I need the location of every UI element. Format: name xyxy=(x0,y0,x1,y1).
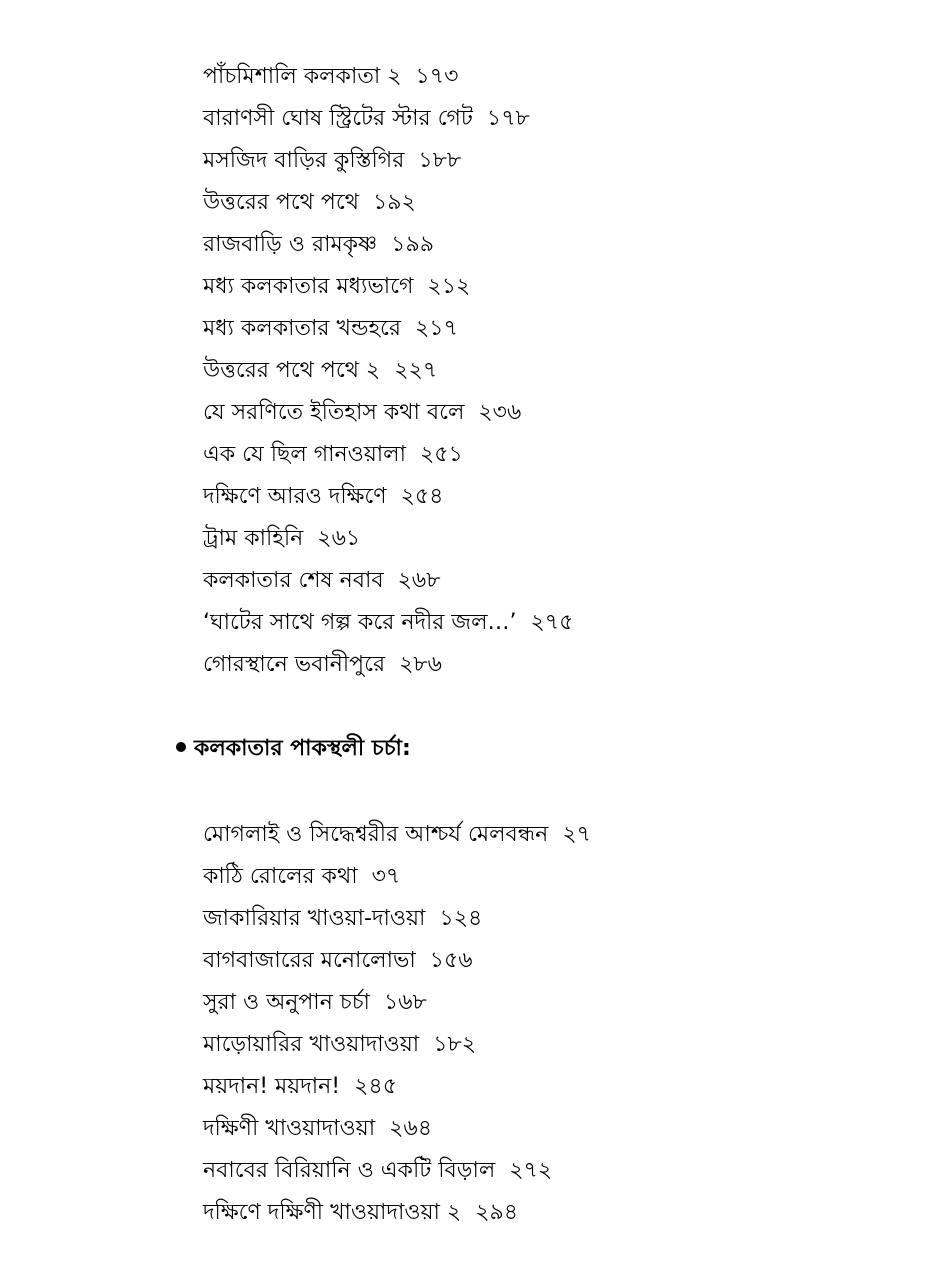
toc-entry xyxy=(203,898,591,940)
toc-list-part-2 xyxy=(203,814,591,1234)
toc-entry xyxy=(203,644,573,686)
entry-title: মাড়োয়ারির খাওয়াদাওয়া xyxy=(203,1032,420,1057)
entry-page-number: ২৩৬ xyxy=(478,400,522,425)
entry-page-number: ১৭৮ xyxy=(486,106,530,131)
entry-page-number: ২১২ xyxy=(427,274,471,299)
toc-list-part-1 xyxy=(203,56,573,686)
entry-page-number: ১৯২ xyxy=(372,190,416,215)
entry-page-number: ২১৭ xyxy=(414,316,458,341)
entry-title: জাকারিয়ার খাওয়া-দাওয়া xyxy=(203,906,426,931)
entry-title: উত্তরের পথে পথে ২ xyxy=(203,358,381,383)
toc-entry xyxy=(203,518,573,560)
entry-page-number: ৩৭ xyxy=(371,864,401,889)
entry-page-number: ১৮৮ xyxy=(418,148,462,173)
entry-page-number: ২৮৬ xyxy=(399,652,442,677)
entry-title: ‘ঘাটের সাথে গল্প করে নদীর জল…’ xyxy=(203,610,517,635)
toc-entry xyxy=(203,560,573,602)
toc-entry xyxy=(203,98,573,140)
entry-title: এক যে ছিল গানওয়ালা xyxy=(203,442,406,467)
toc-entry xyxy=(203,940,591,982)
toc-entry xyxy=(203,856,591,898)
entry-page-number: ১৬৮ xyxy=(383,990,427,1015)
entry-title: গোরস্থানে ভবানীপুরে xyxy=(203,652,386,677)
entry-title: কলকাতার শেষ নবাব xyxy=(203,568,384,593)
entry-title: উত্তরের পথে পথে xyxy=(203,190,359,215)
entry-page-number: ১২৪ xyxy=(439,906,483,931)
entry-title: দক্ষিণে দক্ষিণী খাওয়াদাওয়া ২ xyxy=(203,1200,462,1225)
toc-entry xyxy=(203,1024,591,1066)
toc-entry xyxy=(203,1192,591,1234)
toc-entry xyxy=(203,814,591,856)
toc-entry xyxy=(203,1150,591,1192)
entry-title: ময়দান! ময়দান! xyxy=(203,1074,341,1099)
entry-title: মসজিদ বাড়ির কুস্তিগির xyxy=(203,148,405,173)
entry-page-number: ২৬৮ xyxy=(397,568,441,593)
entry-page-number: ১৭৩ xyxy=(415,64,459,89)
entry-page-number: ২৯৪ xyxy=(475,1200,519,1225)
toc-entry xyxy=(203,476,573,518)
toc-entry xyxy=(203,350,573,392)
entry-page-number: ২৬৪ xyxy=(389,1116,432,1141)
bullet-icon xyxy=(176,742,186,752)
entry-page-number: ২২৭ xyxy=(394,358,438,383)
entry-title: কাঠি রোলের কথা xyxy=(203,864,358,889)
entry-page-number: ১৫৬ xyxy=(429,948,473,973)
entry-page-number: ২৬১ xyxy=(317,526,361,551)
entry-title: রাজবাড়ি ও রামকৃষ্ণ xyxy=(203,232,378,257)
toc-entry xyxy=(203,392,573,434)
entry-title: সুরা ও অনুপান চর্চা xyxy=(203,990,370,1015)
entry-page-number: ২৫১ xyxy=(419,442,463,467)
section-heading-text: কলকাতার পাকস্থলী চর্চা: xyxy=(194,736,411,761)
entry-title: দক্ষিণে আরও দক্ষিণে xyxy=(203,484,387,509)
section-heading xyxy=(176,728,411,770)
toc-entry xyxy=(203,182,573,224)
toc-entry xyxy=(203,224,573,266)
entry-title: নবাবের বিরিয়ানি ও একটি বিড়াল xyxy=(203,1158,496,1183)
entry-title: পাঁচমিশালি কলকাতা ২ xyxy=(203,64,402,89)
entry-title: মধ্য কলকাতার মধ্যভাগে xyxy=(203,274,414,299)
toc-entry xyxy=(203,266,573,308)
toc-entry xyxy=(203,434,573,476)
entry-title: যে সরণিতে ইতিহাস কথা বলে xyxy=(203,400,465,425)
entry-title: মধ্য কলকাতার খন্ডহরে xyxy=(203,316,401,341)
toc-entry xyxy=(203,602,573,644)
entry-title: বারাণসী ঘোষ স্ট্রিটের স্টার গেট xyxy=(203,106,473,131)
toc-entry xyxy=(203,982,591,1024)
entry-page-number: ১৮২ xyxy=(433,1032,477,1057)
entry-title: ট্রাম কাহিনি xyxy=(203,526,304,551)
toc-entry xyxy=(203,140,573,182)
entry-page-number: ২৫৪ xyxy=(400,484,444,509)
entry-page-number: ২৪৫ xyxy=(354,1074,397,1099)
entry-title: বাগবাজারের মনোলোভা xyxy=(203,948,416,973)
entry-page-number: ২৭৫ xyxy=(530,610,574,635)
entry-page-number: ২৭২ xyxy=(509,1158,553,1183)
toc-entry xyxy=(203,1108,591,1150)
toc-entry xyxy=(203,56,573,98)
entry-page-number: ১৯৯ xyxy=(391,232,434,257)
entry-title: দক্ষিণী খাওয়াদাওয়া xyxy=(203,1116,376,1141)
toc-entry xyxy=(203,308,573,350)
entry-title: মোগলাই ও সিদ্ধেশ্বরীর আশ্চর্য মেলবন্ধন xyxy=(203,822,549,847)
entry-page-number: ২৭ xyxy=(562,822,591,847)
toc-entry xyxy=(203,1066,591,1108)
